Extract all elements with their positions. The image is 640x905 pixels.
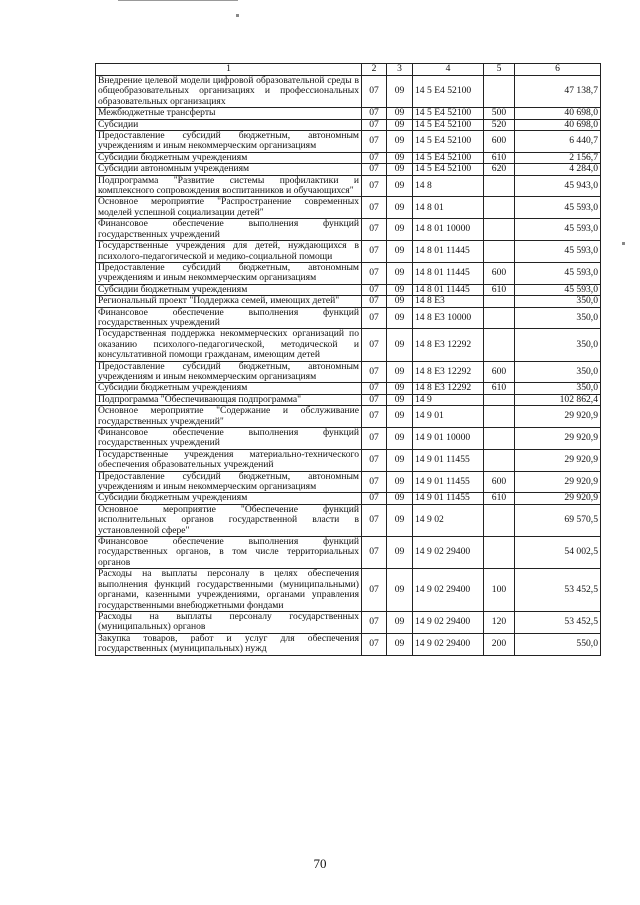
column-header: 2	[362, 64, 387, 76]
section-code-cell: 07	[362, 262, 387, 284]
table-row	[96, 284, 601, 295]
item-name-cell: Внедрение целевой модели цифровой образовательной среды в общеобразовательных организациях и профессиональных образовательных организациях	[96, 76, 362, 108]
target-article-cell: 14 5 Е4 52100	[413, 119, 484, 130]
section-code-cell: 07	[362, 241, 387, 263]
target-article-cell: 14 9	[413, 394, 484, 405]
subsection-code-cell: 09	[387, 504, 413, 536]
table-row	[96, 219, 601, 241]
table-row	[96, 108, 601, 119]
section-code-cell: 07	[362, 428, 387, 450]
expense-type-cell	[484, 449, 515, 471]
amount-cell: 45 593,0	[515, 284, 601, 295]
target-article-cell: 14 8 Е3 10000	[413, 307, 484, 329]
section-code-cell: 07	[362, 493, 387, 504]
table-row	[96, 406, 601, 428]
target-article-cell: 14 8	[413, 175, 484, 197]
table-row	[96, 197, 601, 219]
page-number: 70	[313, 856, 327, 871]
subsection-code-cell: 09	[387, 449, 413, 471]
item-name-cell: Субсидии автономным учреждениям	[96, 164, 362, 175]
budget-table	[95, 63, 601, 656]
subsection-code-cell: 09	[387, 361, 413, 383]
target-article-cell: 14 9 02 29400	[413, 633, 484, 655]
amount-cell: 350,0	[515, 307, 601, 329]
subsection-code-cell: 09	[387, 307, 413, 329]
subsection-code-cell: 09	[387, 76, 413, 108]
expense-type-cell	[484, 428, 515, 450]
item-name-cell: Предоставление субсидий бюджетным, автономным учреждениям и иным некоммерческим организациям	[96, 361, 362, 383]
expense-type-cell: 600	[484, 361, 515, 383]
subsection-code-cell: 09	[387, 406, 413, 428]
expense-type-cell	[484, 406, 515, 428]
amount-cell: 47 138,7	[515, 76, 601, 108]
section-code-cell: 07	[362, 284, 387, 295]
table-row	[96, 361, 601, 383]
table-row	[96, 152, 601, 163]
table-row	[96, 493, 601, 504]
table-row	[96, 383, 601, 394]
section-code-cell: 07	[362, 569, 387, 612]
expense-type-cell: 120	[484, 611, 515, 633]
amount-cell: 6 440,7	[515, 131, 601, 153]
item-name-cell: Предоставление субсидий бюджетным, автономным учреждениям и иным некоммерческим организациям	[96, 131, 362, 153]
section-code-cell: 07	[362, 164, 387, 175]
subsection-code-cell: 09	[387, 611, 413, 633]
item-name-cell: Финансовое обеспечение выполнения функций государственных учреждений	[96, 428, 362, 450]
section-code-cell: 07	[362, 131, 387, 153]
section-code-cell: 07	[362, 471, 387, 493]
item-name-cell: Подпрограмма "Развитие системы профилактики и комплексного сопровождения воспитанников и обучающихся"	[96, 175, 362, 197]
amount-cell: 350,0	[515, 329, 601, 361]
target-article-cell: 14 8 01 11445	[413, 284, 484, 295]
column-header: 6	[515, 64, 601, 76]
expense-type-cell	[484, 504, 515, 536]
item-name-cell: Основное мероприятие "Распространение современных моделей успешной социализации детей"	[96, 197, 362, 219]
expense-type-cell	[484, 394, 515, 405]
target-article-cell: 14 8 01 11445	[413, 241, 484, 263]
table-row	[96, 307, 601, 329]
item-name-cell: Государственная поддержка некоммерческих организаций по оказанию психолого-педагогической, методической и консультативной помощи гражданам, имеющим детей	[96, 329, 362, 361]
amount-cell: 53 452,5	[515, 611, 601, 633]
subsection-code-cell: 09	[387, 119, 413, 130]
amount-cell: 29 920,9	[515, 406, 601, 428]
target-article-cell: 14 8 Е3 12292	[413, 361, 484, 383]
item-name-cell: Предоставление субсидий бюджетным, автономным учреждениям и иным некоммерческим организациям	[96, 262, 362, 284]
section-code-cell: 07	[362, 197, 387, 219]
subsection-code-cell: 09	[387, 428, 413, 450]
table-row	[96, 504, 601, 536]
subsection-code-cell: 09	[387, 197, 413, 219]
section-code-cell: 07	[362, 406, 387, 428]
section-code-cell: 07	[362, 76, 387, 108]
table-row	[96, 611, 601, 633]
table-row	[96, 449, 601, 471]
amount-cell: 29 920,9	[515, 428, 601, 450]
expense-type-cell: 100	[484, 569, 515, 612]
amount-cell: 102 862,4	[515, 394, 601, 405]
amount-cell: 53 452,5	[515, 569, 601, 612]
amount-cell: 350,0	[515, 383, 601, 394]
section-code-cell: 07	[362, 504, 387, 536]
amount-cell: 45 943,0	[515, 175, 601, 197]
amount-cell: 4 284,0	[515, 164, 601, 175]
table-row	[96, 241, 601, 263]
item-name-cell: Субсидии бюджетным учреждениям	[96, 383, 362, 394]
expense-type-cell: 620	[484, 164, 515, 175]
expense-type-cell: 600	[484, 471, 515, 493]
amount-cell: 45 593,0	[515, 262, 601, 284]
table-body	[96, 76, 601, 656]
target-article-cell: 14 5 Е4 52100	[413, 76, 484, 108]
target-article-cell: 14 9 02 29400	[413, 537, 484, 569]
table-row	[96, 471, 601, 493]
item-name-cell: Финансовое обеспечение выполнения функций государственных учреждений	[96, 307, 362, 329]
table-row	[96, 119, 601, 130]
target-article-cell: 14 8 01 10000	[413, 219, 484, 241]
subsection-code-cell: 09	[387, 175, 413, 197]
amount-cell: 45 593,0	[515, 241, 601, 263]
section-code-cell: 07	[362, 175, 387, 197]
expense-type-cell: 600	[484, 131, 515, 153]
expense-type-cell: 600	[484, 262, 515, 284]
table-row	[96, 76, 601, 108]
table-row	[96, 394, 601, 405]
expense-type-cell	[484, 329, 515, 361]
amount-cell: 29 920,9	[515, 449, 601, 471]
subsection-code-cell: 09	[387, 219, 413, 241]
expense-type-cell: 500	[484, 108, 515, 119]
target-article-cell: 14 9 02 29400	[413, 569, 484, 612]
section-code-cell: 07	[362, 296, 387, 307]
expense-type-cell: 520	[484, 119, 515, 130]
subsection-code-cell: 09	[387, 152, 413, 163]
item-name-cell: Межбюджетные трансферты	[96, 108, 362, 119]
amount-cell: 40 698,0	[515, 119, 601, 130]
subsection-code-cell: 09	[387, 108, 413, 119]
subsection-code-cell: 09	[387, 493, 413, 504]
target-article-cell: 14 9 01 11455	[413, 493, 484, 504]
target-article-cell: 14 8 01	[413, 197, 484, 219]
expense-type-cell: 610	[484, 152, 515, 163]
table-row	[96, 633, 601, 655]
table-row	[96, 296, 601, 307]
item-name-cell: Субсидии бюджетным учреждениям	[96, 152, 362, 163]
expense-type-cell: 610	[484, 284, 515, 295]
subsection-code-cell: 09	[387, 296, 413, 307]
target-article-cell: 14 5 Е4 52100	[413, 131, 484, 153]
amount-cell: 29 920,9	[515, 471, 601, 493]
target-article-cell: 14 5 Е4 52100	[413, 164, 484, 175]
item-name-cell: Государственные учреждения для детей, нуждающихся в психолого-педагогической и медико-социальной помощи	[96, 241, 362, 263]
expense-type-cell	[484, 241, 515, 263]
item-name-cell: Субсидии	[96, 119, 362, 130]
section-code-cell: 07	[362, 449, 387, 471]
expense-type-cell	[484, 175, 515, 197]
scan-artifact	[622, 242, 625, 245]
amount-cell: 69 570,5	[515, 504, 601, 536]
expense-type-cell	[484, 296, 515, 307]
item-name-cell: Субсидии бюджетным учреждениям	[96, 284, 362, 295]
table-header-row	[96, 64, 601, 76]
target-article-cell: 14 9 01 10000	[413, 428, 484, 450]
item-name-cell: Предоставление субсидий бюджетным, автономным учреждениям и иным некоммерческим организациям	[96, 471, 362, 493]
section-code-cell: 07	[362, 537, 387, 569]
subsection-code-cell: 09	[387, 569, 413, 612]
amount-cell: 550,0	[515, 633, 601, 655]
subsection-code-cell: 09	[387, 262, 413, 284]
item-name-cell: Региональный проект "Поддержка семей, имеющих детей"	[96, 296, 362, 307]
section-code-cell: 07	[362, 633, 387, 655]
table-row	[96, 428, 601, 450]
table-row	[96, 262, 601, 284]
amount-cell: 45 593,0	[515, 219, 601, 241]
item-name-cell: Финансовое обеспечение выполнения функций государственных органов, в том числе территориальных органов	[96, 537, 362, 569]
section-code-cell: 07	[362, 394, 387, 405]
item-name-cell: Финансовое обеспечение выполнения функций государственных учреждений	[96, 219, 362, 241]
table-row	[96, 329, 601, 361]
target-article-cell: 14 8 01 11445	[413, 262, 484, 284]
amount-cell: 45 593,0	[515, 197, 601, 219]
section-code-cell: 07	[362, 329, 387, 361]
expense-type-cell: 610	[484, 383, 515, 394]
subsection-code-cell: 09	[387, 329, 413, 361]
expense-type-cell	[484, 537, 515, 569]
expense-type-cell	[484, 307, 515, 329]
section-code-cell: 07	[362, 611, 387, 633]
scan-artifact	[236, 14, 239, 17]
section-code-cell: 07	[362, 152, 387, 163]
section-code-cell: 07	[362, 361, 387, 383]
item-name-cell: Расходы на выплаты персоналу государственных (муниципальных) органов	[96, 611, 362, 633]
expense-type-cell: 610	[484, 493, 515, 504]
item-name-cell: Основное мероприятие "Содержание и обслуживание государственных учреждений"	[96, 406, 362, 428]
table-row	[96, 164, 601, 175]
subsection-code-cell: 09	[387, 633, 413, 655]
amount-cell: 54 002,5	[515, 537, 601, 569]
item-name-cell: Закупка товаров, работ и услуг для обеспечения государственных (муниципальных) нужд	[96, 633, 362, 655]
expense-type-cell	[484, 197, 515, 219]
target-article-cell: 14 5 Е4 52100	[413, 152, 484, 163]
subsection-code-cell: 09	[387, 537, 413, 569]
table-row	[96, 537, 601, 569]
subsection-code-cell: 09	[387, 394, 413, 405]
column-header: 5	[484, 64, 515, 76]
item-name-cell: Субсидии бюджетным учреждениям	[96, 493, 362, 504]
table-row	[96, 175, 601, 197]
subsection-code-cell: 09	[387, 471, 413, 493]
target-article-cell: 14 8 Е3 12292	[413, 329, 484, 361]
section-code-cell: 07	[362, 108, 387, 119]
target-article-cell: 14 8 Е3 12292	[413, 383, 484, 394]
expense-type-cell	[484, 76, 515, 108]
section-code-cell: 07	[362, 307, 387, 329]
subsection-code-cell: 09	[387, 131, 413, 153]
section-code-cell: 07	[362, 383, 387, 394]
column-header: 1	[96, 64, 362, 76]
amount-cell: 40 698,0	[515, 108, 601, 119]
item-name-cell: Государственные учреждения материально-технического обеспечения образовательных учреждений	[96, 449, 362, 471]
scan-artifact	[118, 0, 238, 1]
table-row	[96, 569, 601, 612]
column-header: 4	[413, 64, 484, 76]
subsection-code-cell: 09	[387, 383, 413, 394]
subsection-code-cell: 09	[387, 164, 413, 175]
subsection-code-cell: 09	[387, 284, 413, 295]
target-article-cell: 14 9 02	[413, 504, 484, 536]
item-name-cell: Расходы на выплаты персоналу в целях обеспечения выполнения функций государственными (муниципальными) органами, казенными учреждениями, органами управления государственными внебюджетными фондами	[96, 569, 362, 612]
target-article-cell: 14 9 02 29400	[413, 611, 484, 633]
target-article-cell: 14 5 Е4 52100	[413, 108, 484, 119]
amount-cell: 350,0	[515, 296, 601, 307]
item-name-cell: Подпрограмма "Обеспечивающая подпрограмма"	[96, 394, 362, 405]
amount-cell: 29 920,9	[515, 493, 601, 504]
section-code-cell: 07	[362, 219, 387, 241]
amount-cell: 2 156,7	[515, 152, 601, 163]
target-article-cell: 14 9 01 11455	[413, 471, 484, 493]
subsection-code-cell: 09	[387, 241, 413, 263]
item-name-cell: Основное мероприятие "Обеспечение функций исполнительных органов государственной власти в установленной сфере"	[96, 504, 362, 536]
section-code-cell: 07	[362, 119, 387, 130]
column-header: 3	[387, 64, 413, 76]
expense-type-cell: 200	[484, 633, 515, 655]
table-row	[96, 131, 601, 153]
expense-type-cell	[484, 219, 515, 241]
target-article-cell: 14 9 01	[413, 406, 484, 428]
target-article-cell: 14 9 01 11455	[413, 449, 484, 471]
target-article-cell: 14 8 Е3	[413, 296, 484, 307]
amount-cell: 350,0	[515, 361, 601, 383]
